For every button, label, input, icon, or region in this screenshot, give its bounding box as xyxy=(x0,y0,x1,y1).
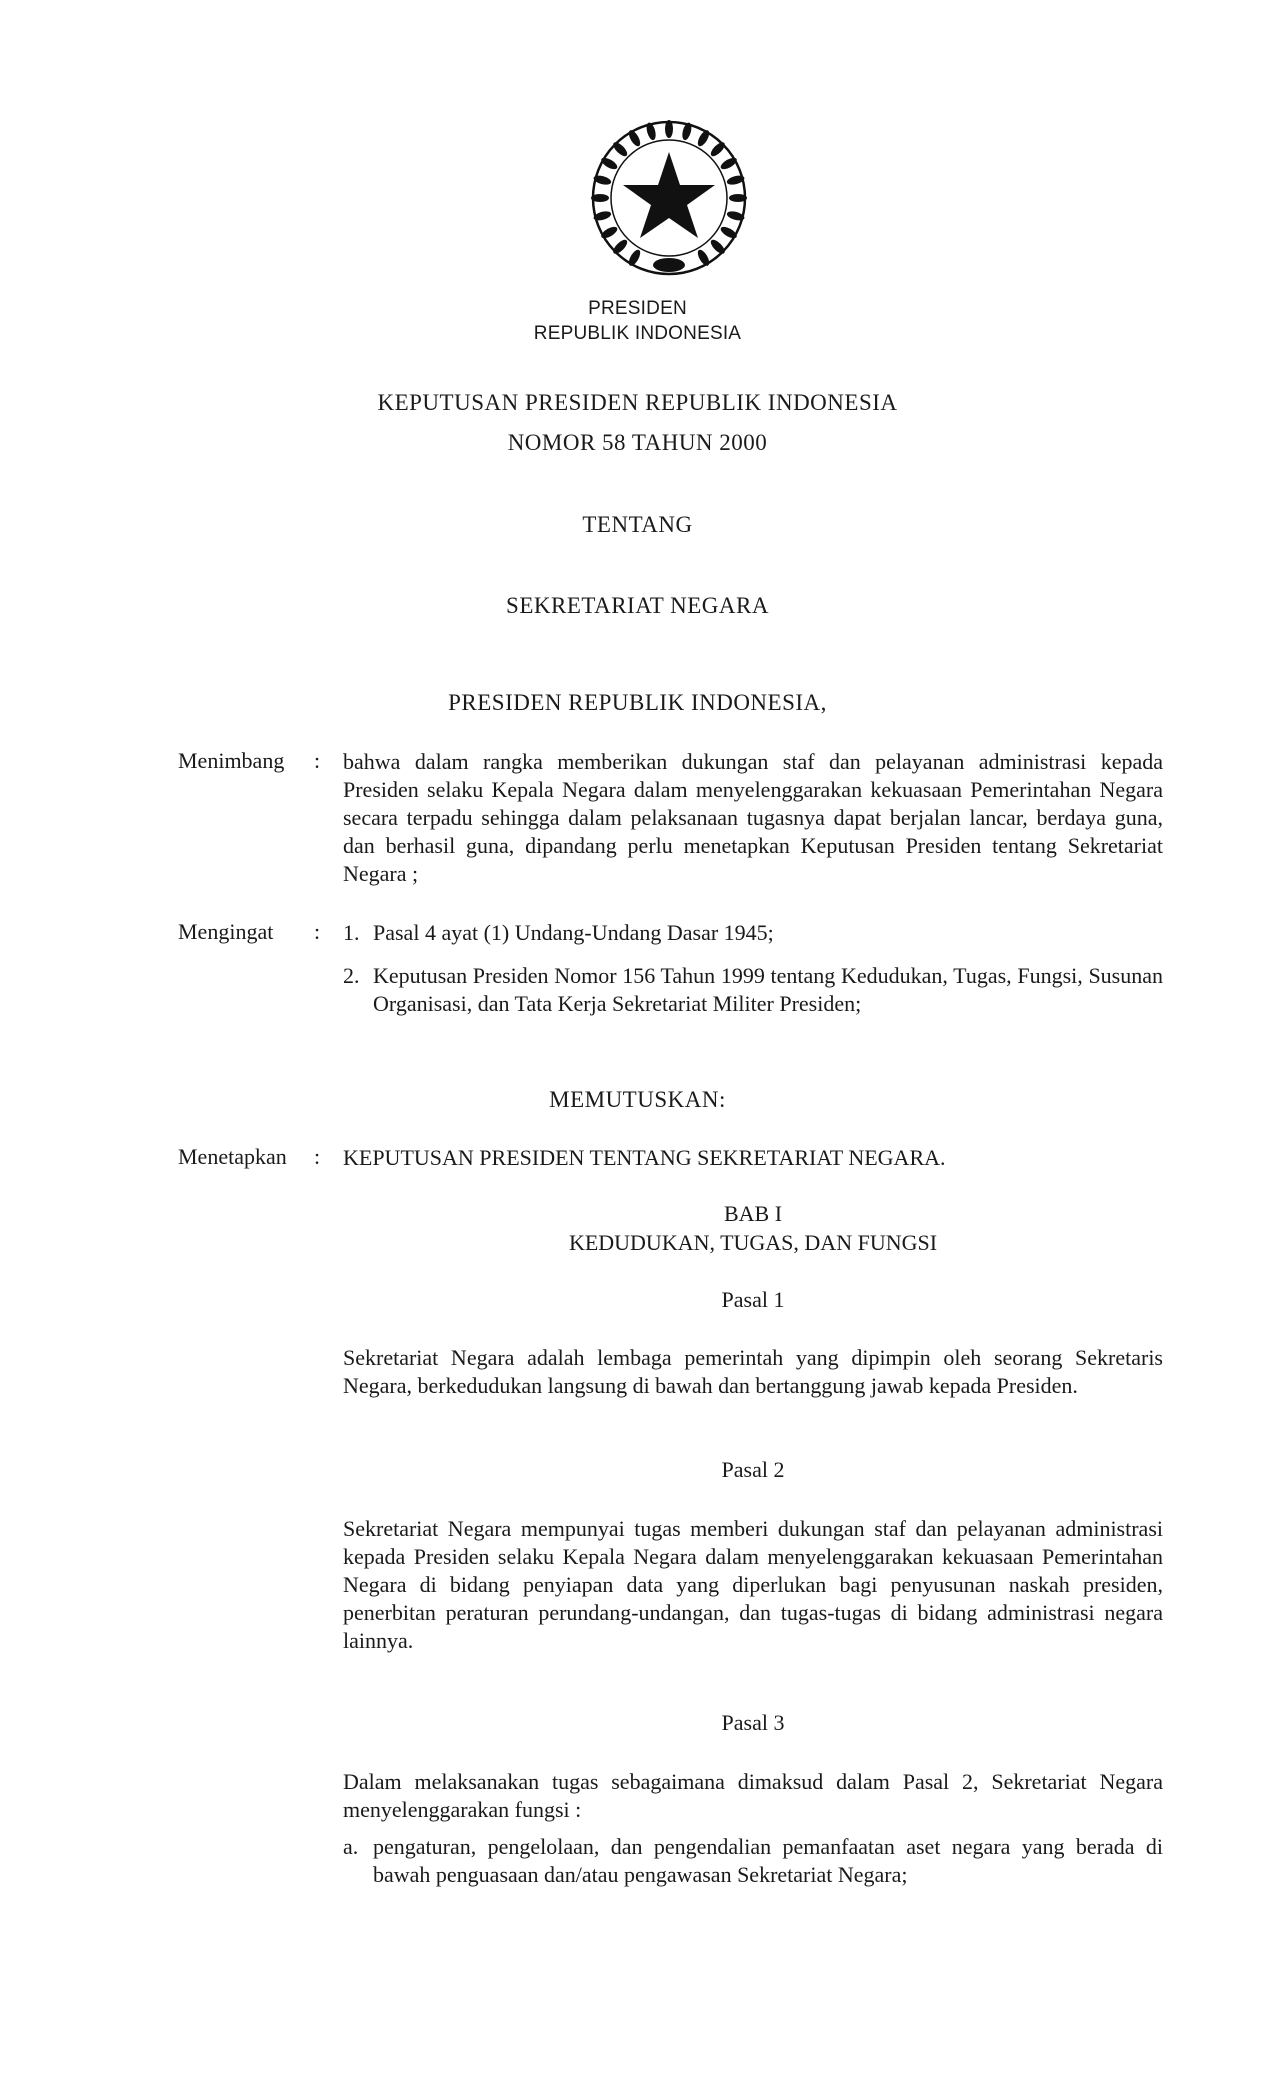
pasal-1-text: Sekretariat Negara adalah lembaga pemerintah yang dipimpin oleh seorang Sekretaris Negara, berkedudukan langsung di bawah dan bertanggung jawab kepada Presiden. xyxy=(343,1345,1163,1398)
memutuskan-heading: MEMUTUSKAN: xyxy=(549,1087,726,1112)
mengingat-colon: : xyxy=(314,919,321,944)
pasal-3-heading: Pasal 3 xyxy=(721,1710,785,1735)
mengingat-item xyxy=(343,919,1163,947)
mengingat-item xyxy=(343,962,1163,1018)
bab-title: KEDUDUKAN, TUGAS, DAN FUNGSI xyxy=(568,1230,938,1255)
mengingat-item-text: Keputusan Presiden Nomor 156 Tahun 1999 tentang Kedudukan, Tugas, Fungsi, Susunan Organisasi, dan Tata Kerja Sekretariat Militer Presiden; xyxy=(373,963,1163,1016)
decree-subject: SEKRETARIAT NEGARA xyxy=(506,593,769,618)
menetapkan-colon: : xyxy=(314,1144,321,1169)
pasal-2-heading: Pasal 2 xyxy=(721,1457,785,1482)
pasal-3-item xyxy=(343,1833,1163,1889)
pasal-1-heading: Pasal 1 xyxy=(721,1287,785,1312)
menimbang-label: Menimbang xyxy=(178,748,285,773)
garuda-star-wreath-emblem-icon xyxy=(588,117,750,279)
header-line-republik: REPUBLIK INDONESIA xyxy=(533,323,742,344)
decree-number: NOMOR 58 TAHUN 2000 xyxy=(507,430,768,455)
pasal-3-item-text: pengaturan, pengelolaan, dan pengendalian pemanfaatan aset negara yang berada di bawah penguasaan dan/atau pengawasan Sekretariat Negara; xyxy=(373,1834,1163,1887)
mengingat-item-text: Pasal 4 ayat (1) Undang-Undang Dasar 1945; xyxy=(373,920,774,945)
decree-title: KEPUTUSAN PRESIDEN REPUBLIK INDONESIA xyxy=(377,390,898,415)
menimbang-colon: : xyxy=(314,748,321,773)
mengingat-item-number: 2. xyxy=(343,963,360,988)
bab-number: BAB I xyxy=(723,1201,783,1226)
pasal-2-text: Sekretariat Negara mempunyai tugas memberi dukungan staf dan pelayanan administrasi kepada Presiden selaku Kepala Negara dalam menyelenggarakan kekuasaan Pemerintahan Negara di bidang penyiapan data yang diperlukan bagi penyusunan naskah presiden, penerbitan peraturan perundang-undangan, dan tugas-tugas di bidang administrasi negara lainnya. xyxy=(343,1516,1163,1653)
pasal-3-intro: Dalam melaksanakan tugas sebagaimana dimaksud dalam Pasal 2, Sekretariat Negara menyelenggarakan fungsi : xyxy=(343,1769,1163,1822)
menetapkan-label: Menetapkan xyxy=(178,1144,287,1169)
tentang-heading: TENTANG xyxy=(582,512,693,537)
header-line-presiden: PRESIDEN xyxy=(588,298,687,319)
mengingat-item-number: 1. xyxy=(343,920,360,945)
menetapkan-text: KEPUTUSAN PRESIDEN TENTANG SEKRETARIAT NEGARA. xyxy=(343,1145,946,1170)
menimbang-text: bahwa dalam rangka memberikan dukungan staf dan pelayanan administrasi kepada Presiden selaku Kepala Negara dalam menyelenggarakan kekuasaan Pemerintahan Negara secara terpadu sehingga dalam pelaksanaan tugasnya dapat berjalan lancar, berdaya guna, dan berhasil guna, dipandang perlu menetapkan Keputusan Presiden tentang Sekretariat Negara ; xyxy=(343,749,1163,886)
pasal-3-item-letter: a. xyxy=(343,1834,359,1859)
presiden-heading: PRESIDEN REPUBLIK INDONESIA, xyxy=(448,690,827,715)
mengingat-label: Mengingat xyxy=(178,919,274,944)
